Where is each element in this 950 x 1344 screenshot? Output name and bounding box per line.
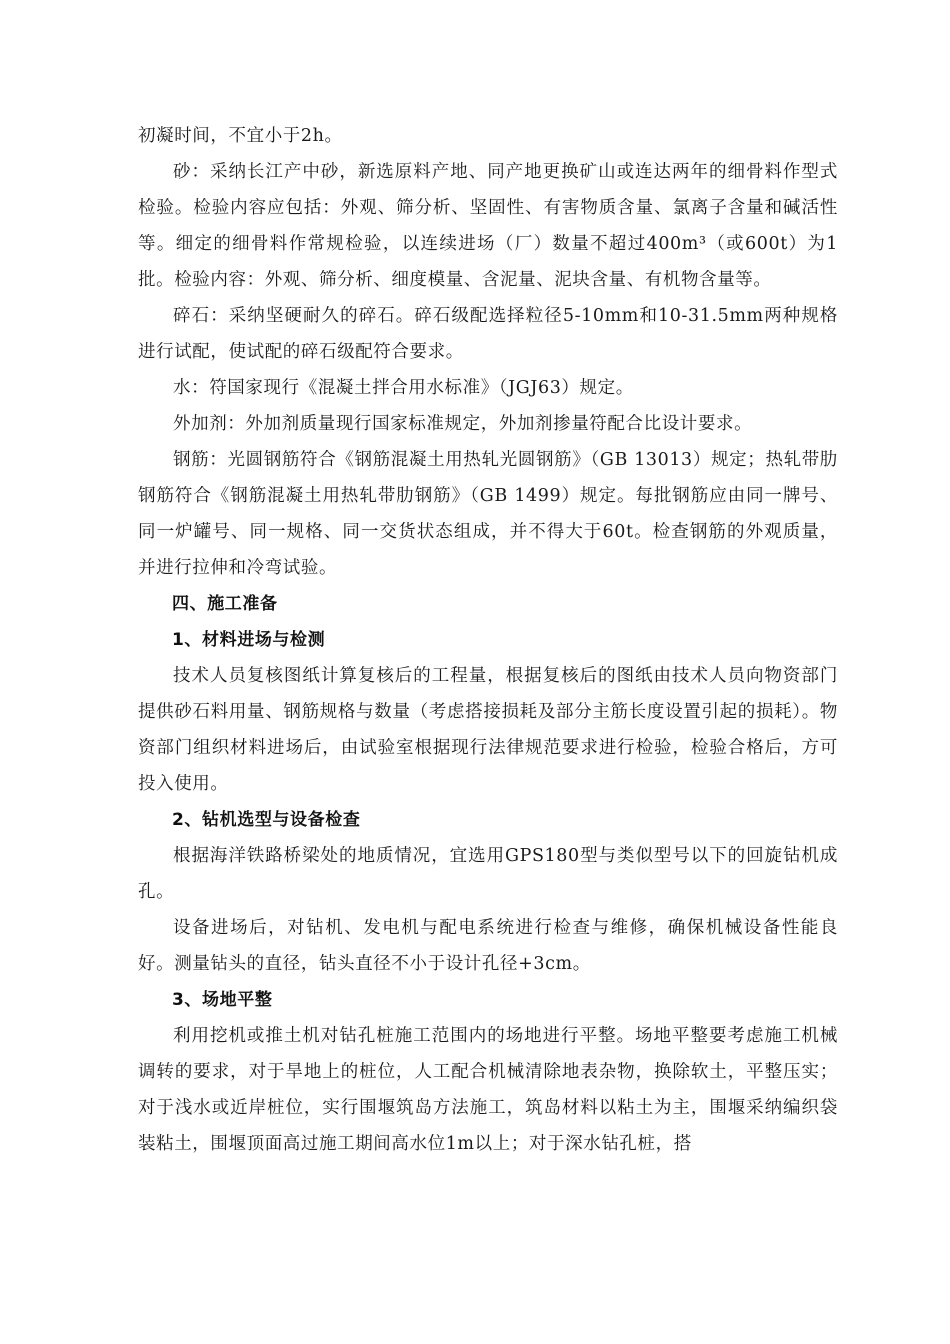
document-body (138, 118, 838, 1162)
paragraph-water: 水：符国家现行《混凝土拌合用水标准》（JGJ63）规定。 (173, 378, 634, 398)
paragraph-drill-selection: 根据海洋铁路桥梁处的地质情况，宜选用GPS180型与类似型号以下的回旋钻机成孔。 (138, 846, 838, 902)
subheading-material-entry: 1、材料进场与检测 (172, 630, 326, 650)
paragraph-gravel: 碎石：采纳坚硬耐久的碎石。碎石级配选择粒径5-10mm和10-31.5mm两种规格进行试配，使试配的碎石级配符合要求。 (138, 306, 838, 362)
subheading-drill-selection: 2、钻机选型与设备检查 (172, 810, 361, 830)
paragraph-material-entry: 技术人员复核图纸计算复核后的工程量，根据复核后的图纸由技术人员向物资部门提供砂石料用量、钢筋规格与数量（考虑搭接损耗及部分主筋长度设置引起的损耗）。物资部门组织材料进场后，由试验室根据现行法律规范要求进行检验，检验合格后，方可投入使用。 (138, 666, 838, 794)
paragraph-equipment-check: 设备进场后，对钻机、发电机与配电系统进行检查与维修，确保机械设备性能良好。测量钻头的直径，钻头直径不小于设计孔径+3cm。 (138, 918, 838, 974)
paragraph-admixture: 外加剂：外加剂质量现行国家标准规定，外加剂掺量符配合比设计要求。 (173, 414, 753, 434)
section-heading-construction-prep: 四、施工准备 (172, 594, 278, 614)
paragraph-setting-time: 初凝时间，不宜小于2h。 (138, 126, 343, 146)
paragraph-rebar: 钢筋：光圆钢筋符合《钢筋混凝土用热轧光圆钢筋》（GB 13013）规定；热轧带肋钢筋符合《钢筋混凝土用热轧带肋钢筋》（GB 1499）规定。每批钢筋应由同一牌号、同一炉罐号、同一规格、同一交货状态组成，并不得大于60t。检查钢筋的外观质量，并进行拉伸和冷弯试验。 (138, 450, 838, 578)
paragraph-site-leveling: 利用挖机或推土机对钻孔桩施工范围内的场地进行平整。场地平整要考虑施工机械调转的要求，对于旱地上的桩位，人工配合机械清除地表杂物，换除软土，平整压实；对于浅水或近岸桩位，实行围堰筑岛方法施工，筑岛材料以粘土为主，围堰采纳编织袋装粘土，围堰顶面高过施工期间高水位1m以上；对于深水钻孔桩，搭 (138, 1026, 838, 1154)
paragraph-sand: 砂：采纳长江产中砂，新选原料产地、同产地更换矿山或连达两年的细骨料作型式检验。检验内容应包括：外观、筛分析、坚固性、有害物质含量、氯离子含量和碱活性等。细定的细骨料作常规检验，以连续进场（厂）数量不超过400m³（或600t）为1批。检验内容：外观、筛分析、细度模量、含泥量、泥块含量、有机物含量等。 (138, 162, 838, 290)
subheading-site-leveling: 3、场地平整 (172, 990, 273, 1010)
